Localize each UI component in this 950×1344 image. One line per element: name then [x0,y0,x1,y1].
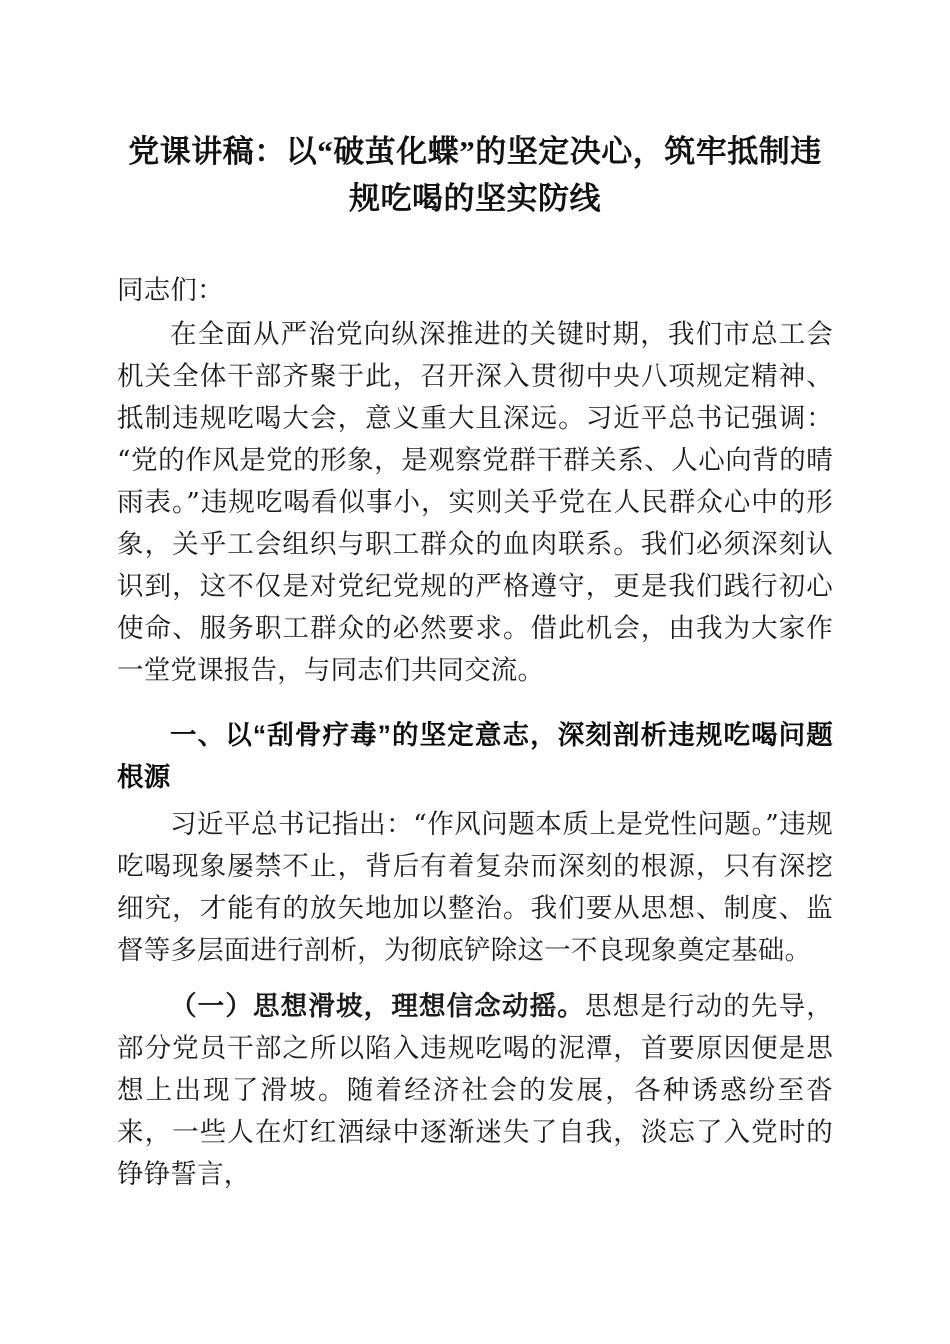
subsection-1-1-lead: （一）思想滑坡，理想信念动摇。 [170,991,585,1022]
page-bottom-whitespace [117,1196,833,1197]
document-content-area [117,0,833,1197]
salutation-line: 同志们： [117,275,224,306]
page-title: 党课讲稿：以“破茧化蝶”的坚定决心，筑牢抵制违规吃喝的坚实防线 [128,134,822,216]
subsection-1-1-paragraph [117,972,833,1196]
section-heading-1: 一、以“刮骨疗毒”的坚定意志，深刻剖析违规吃喝问题根源 [117,720,833,792]
section-1-intro-paragraph: 习近平总书记指出：“作风问题本质上是党性问题。”违规吃喝现象屡禁不止，背后有着复杂而深刻的根源，只有深挖细究，才能有的放矢地加以整治。我们要从思想、制度、监督等多层面进行剖析，为彻底铲除这一不良现象奠定基础。 [117,809,833,966]
subsection-1-1-body: 思想是行动的先导，部分党员干部之所以陷入违规吃喝的泥潭，首要原因便是思想上出现了滑坡。随着经济社会的发展，各种诱惑纷至沓来，一些人在灯红酒绿中逐渐迷失了自我，淡忘了入党时的铮铮誓言， [117,991,834,1190]
opening-paragraph: 在全面从严治党向纵深推进的关键时期，我们市总工会机关全体干部齐聚于此，召开深入贯彻中央八项规定精神、抵制违规吃喝大会，意义重大且深远。习近平总书记强调：“党的作风是党的形象，是观察党群干群关系、人心向背的晴雨表。”违规吃喝看似事小，实则关乎党在人民群众心中的形象，关乎工会组织与职工群众的血肉联系。我们必须深刻认识到，这不仅是对党纪党规的严格遵守，更是我们践行初心使命、服务职工群众的必然要求。借此机会，由我为大家作一堂党课报告，与同志们共同交流。 [117,319,833,686]
